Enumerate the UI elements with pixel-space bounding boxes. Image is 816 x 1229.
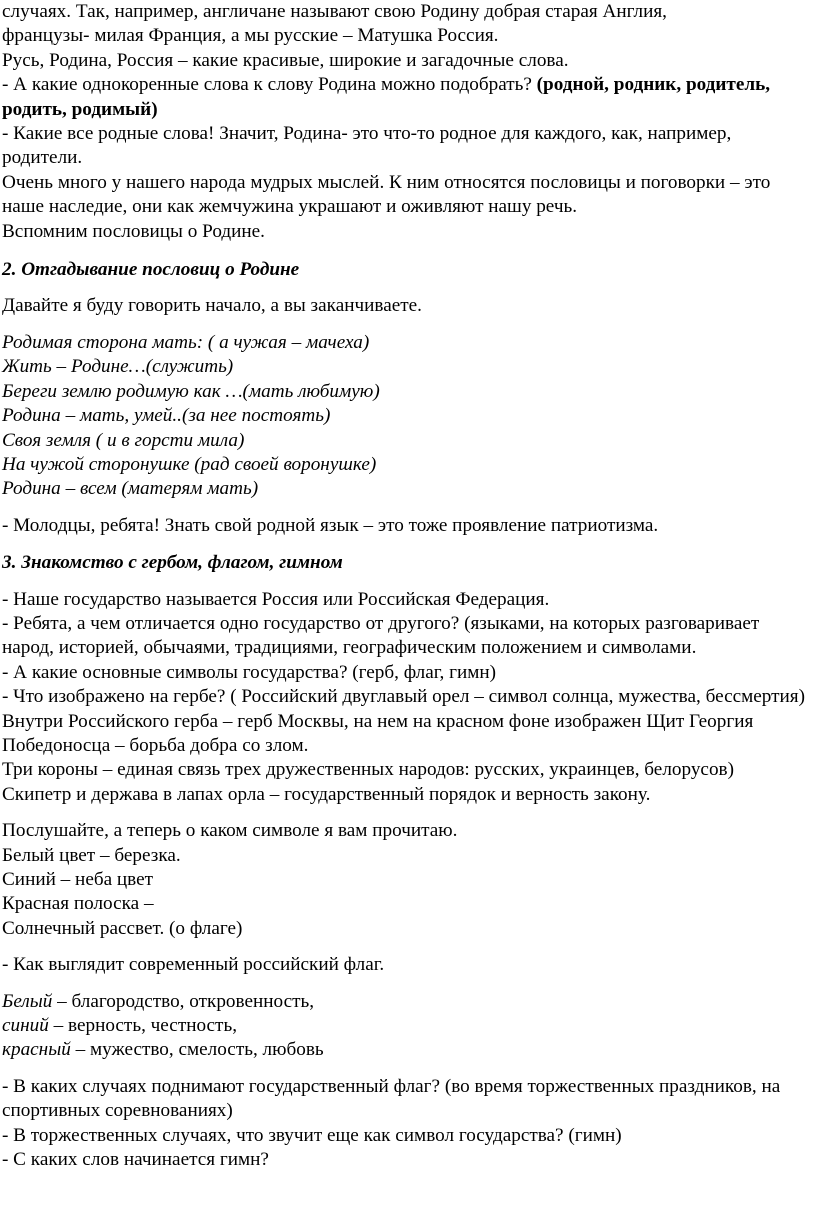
instruction-paragraph: Давайте я буду говорить начало, а вы заканчиваете. <box>2 295 422 317</box>
paragraph: Три короны – единая связь трех дружественных народов: русских, украинцев, белорусов) <box>2 759 734 781</box>
paragraph: Очень много у нашего народа мудрых мыслей. К ним относятся пословицы и поговорки – это наше наследие, они как жемчужина украшают и оживляют нашу речь. <box>2 171 771 218</box>
poem-line: Солнечный рассвет. (о флаге) <box>2 917 243 939</box>
flag-question: - Как выглядит современный российский флаг. <box>2 954 385 976</box>
proverb-item: Жить – Родине…(служить) <box>2 356 234 378</box>
color-name: красный <box>2 1039 71 1061</box>
color-meaning: – благородство, откровенность, <box>52 990 315 1012</box>
closing-questions <box>2 1075 808 1173</box>
poem-intro: Послушайте, а теперь о каком символе я вам прочитаю. <box>2 820 458 842</box>
poem-line: Синий – неба цвет <box>2 869 154 890</box>
flag-poem <box>2 819 808 941</box>
paragraph: - Что изображено на гербе? ( Российский двуглавый орел – символ солнца, мужества, бессмертия) <box>2 686 805 708</box>
proverb-item: Береги землю родимую как …(мать любимую) <box>2 380 380 402</box>
paragraph: Вспомним пословицы о Родине. <box>2 220 265 242</box>
poem-line: Белый цвет – березка. <box>2 844 181 866</box>
color-name: синий <box>2 1015 49 1037</box>
section-heading: 2. Отгадывание пословиц о Родине <box>2 259 300 281</box>
proverb-item: Родина – всем (матерям мать) <box>2 478 259 500</box>
paragraph: случаях. Так, например, англичане называют свою Родину добрая старая Англия, <box>2 1 667 22</box>
proverb-item: Родимая сторона мать: ( а чужая – мачеха) <box>2 331 370 353</box>
intro-block <box>2 0 808 244</box>
paragraph: - А какие основные символы государства? (герб, флаг, гимн) <box>2 661 497 683</box>
color-name: Белый <box>2 990 53 1012</box>
color-meaning-item <box>2 1038 808 1062</box>
paragraph: - Наше государство называется Россия или Российская Федерация. <box>2 588 550 610</box>
paragraph: французы- милая Франция, а мы русские – Матушка Россия. <box>2 25 499 47</box>
color-meaning: – верность, честность, <box>48 1015 237 1037</box>
flag-colors-list <box>2 990 808 1063</box>
paragraph: - С каких слов начинается гимн? <box>2 1149 269 1171</box>
paragraph: - В каких случаях поднимают государственный флаг? (во время торжественных праздников, на спортивных соревнованиях) <box>2 1075 781 1122</box>
color-meaning-item <box>2 1014 808 1038</box>
paragraph: Внутри Российского герба – герб Москвы, на нем на красном фоне изображен Щит Георгия Победоносца – борьба добра со злом. <box>2 710 754 756</box>
paragraph: - Какие все родные слова! Значит, Родина- это что-то родное для каждого, как, например, родители. <box>2 123 732 169</box>
proverb-item: На чужой сторонушке (рад своей воронушке) <box>2 453 377 475</box>
section-heading: 3. Знакомство с гербом, флагом, гимном <box>2 552 343 574</box>
symbols-discussion <box>2 588 808 808</box>
proverb-item: Родина – мать, умей..(за нее постоять) <box>2 405 331 427</box>
question-text: - А какие однокоренные слова к слову Родина можно подобрать? <box>2 74 537 96</box>
proverb-item: Своя земля ( и в горсти мила) <box>2 429 245 451</box>
paragraph: Русь, Родина, Россия – какие красивые, широкие и загадочные слова. <box>2 49 569 71</box>
praise-paragraph: - Молодцы, ребята! Знать свой родной язык – это тоже проявление патриотизма. <box>2 514 659 536</box>
proverbs-list <box>2 331 808 502</box>
question-answer: (родной, родник, родитель, родить, родимый) <box>2 74 771 120</box>
color-meaning: – мужество, смелость, любовь <box>70 1039 324 1061</box>
paragraph: - В торжественных случаях, что звучит еще как символ государства? (гимн) <box>2 1124 622 1146</box>
poem-line: Красная полоска – <box>2 893 154 915</box>
color-meaning-item <box>2 990 808 1014</box>
paragraph: Скипетр и держава в лапах орла – государственный порядок и верность закону. <box>2 783 651 805</box>
paragraph: - Ребята, а чем отличается одно государство от другого? (языками, на которых разговаривает народ, историей, обычаями, традициями, географическим положением и символами. <box>2 612 760 659</box>
question-paragraph <box>2 73 808 122</box>
